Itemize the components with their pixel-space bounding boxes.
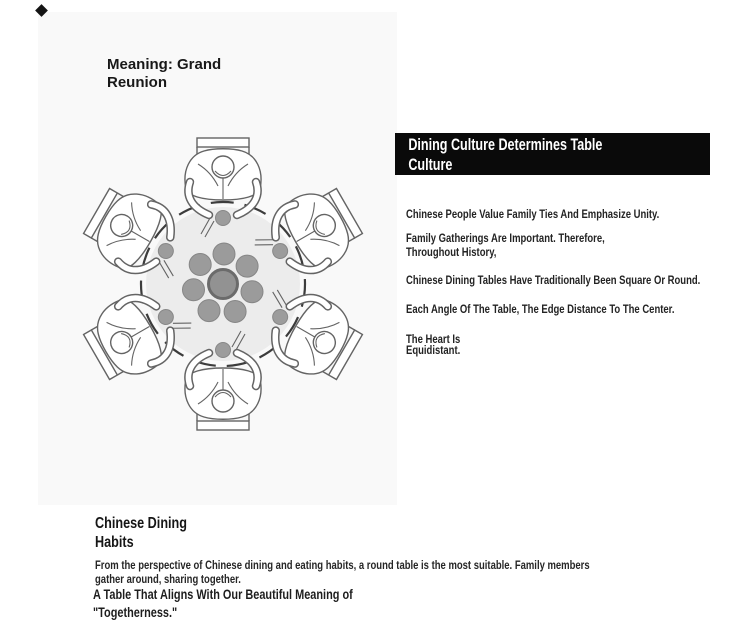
bottom-heading: Chinese Dining Habits [95, 515, 187, 551]
tagline: A Table That Aligns With Our Beautiful Meaning of "Togetherness." [93, 586, 353, 620]
para-dining-tables: Chinese Dining Tables Have Traditionally Been Square Or Round. [406, 273, 701, 287]
meaning-heading [107, 56, 221, 92]
para-table-angle: Each Angle Of The Table, The Edge Distance To The Center. [406, 302, 675, 316]
section-banner [395, 133, 710, 175]
banner-title: Dining Culture Determines Table Culture [408, 135, 603, 174]
center-dish [209, 270, 238, 299]
bottom-paragraph: From the perspective of Chinese dining and eating habits, a round table is the most suitable. Family members gather around, sharing together. [95, 558, 590, 586]
meaning-heading-line1: Meaning: Grand [107, 56, 222, 73]
para-family-gatherings: Family Gatherings Are Important. Therefore, Throughout History, [406, 231, 605, 259]
para-heart-equidistant: The Heart Is Equidistant. [406, 332, 461, 357]
para-family-ties: Chinese People Value Family Ties And Emphasize Unity. [406, 207, 660, 221]
dining-table-illustration [58, 118, 394, 454]
meaning-heading-line2: Reunion [107, 74, 167, 91]
